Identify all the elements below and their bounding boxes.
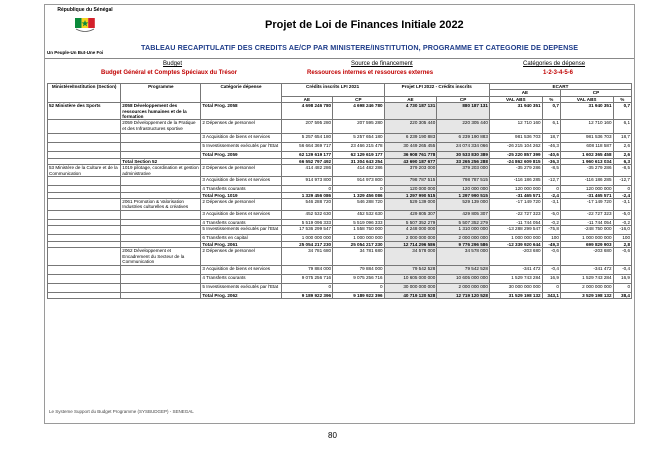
table-row [48,248,632,265]
cell-plfi-cp: 12 719 120 528 [437,292,490,298]
cell-plfi-cp: 6 239 190 883 [437,134,490,143]
cell-lfi-cp: 414 482 286 [333,165,385,177]
cell-cp-valabs: 1 529 743 284 [560,274,613,283]
cell-cp-valabs: -17 149 720 [560,199,613,211]
cell-plfi-cp: 10 605 000 000 [437,274,490,283]
republic-name: République du Sénégal [57,7,113,13]
motto: Un Peuple-Un But-Une Foi [47,50,104,55]
col-plfi-cp: CP [437,96,490,102]
col-lfi-ae: AE [281,96,333,102]
cell-cp-pct: -0,4 [613,265,631,274]
cell-ministere [48,226,121,235]
cell-lfi-ae: 79 884 000 [281,265,333,274]
page-subtitle: TABLEAU RECAPITULATIF DES CREDITS AE/CP PAR MINISTERE/INSTITUTION, PROGRAMME ET CATEGORIE DE DEPENSE [141,43,579,52]
cell-ministere [48,283,121,292]
source-value: Ressources internes et ressources externes [307,70,434,76]
cell-lfi-cp: 31 304 643 254 [333,158,385,164]
cell-ae-valabs: 1 000 000 000 [489,235,542,241]
cell-categorie: 4 Transferts courants [201,220,281,226]
cell-categorie: 3 Acquisition de biens et services [201,134,281,143]
cell-ae-valabs: -25 220 857 399 [489,152,542,158]
cell-plfi-ae: 798 787 515 [384,177,437,186]
cell-ae-pct: 0 [542,283,560,292]
cell-plfi-ae: 4 730 187 131 [384,103,437,120]
table-row [48,165,632,177]
cell-plfi-ae: 379 203 000 [384,165,437,177]
cell-lfi-cp: 207 595 280 [333,120,385,134]
cell-plfi-ae: 12 714 296 586 [384,241,437,247]
cell-ministere [48,265,121,274]
cell-lfi-ae: 914 973 800 [281,177,333,186]
cell-ae-valabs: -12 339 920 644 [489,241,542,247]
cell-lfi-cp: 0 [333,186,385,192]
cell-plfi-cp: 379 203 000 [437,165,490,177]
cell-ministere [48,211,121,220]
cell-plfi-ae: 5 507 352 279 [384,220,437,226]
cell-programme: Total Section 52 [121,158,201,164]
cell-ministere: 52 Ministère des Sports [48,103,121,120]
cell-plfi-ae: 10 605 000 000 [384,274,437,283]
cell-cp-pct: 2,6 [613,152,631,158]
col-programme: Programme [121,84,201,103]
cell-cp-valabs: -203 680 [560,248,613,265]
cell-cp-valabs: 1 960 613 034 [560,158,613,164]
cell-ae-pct: -0,6 [542,248,560,265]
cell-programme: 2061 Promotion & Valorisation Industries culturelles & créatives [121,199,201,211]
cell-lfi-cp: 23 466 215 478 [333,143,385,152]
cell-lfi-ae: 1 329 456 086 [281,192,333,198]
cell-programme [121,265,201,274]
page-number: 80 [328,431,337,440]
cell-ae-pct: -0,2 [542,220,560,226]
cell-ae-pct: -49,3 [542,241,560,247]
table-row [48,292,632,298]
cell-programme: 2058 Développement des ressources humaines et de la formation [121,103,201,120]
budget-label: Budget [163,61,183,67]
cell-cp-valabs: 608 118 587 [560,143,613,152]
cell-lfi-ae: 1 000 000 000 [281,235,333,241]
cell-ae-valabs: -35 279 286 [489,165,542,177]
cell-cp-pct: -2,4 [613,192,631,198]
credits-table [47,83,632,299]
cell-plfi-ae: 30 000 000 000 [384,283,437,292]
cell-categorie: Total Prog. 2061 [201,241,281,247]
col-lfi2021: Crédits inscrits LFI 2021 [281,84,384,97]
cell-categorie: 5 Investissements exécutés par l'Etat [201,226,281,235]
cell-ae-valabs: -341 472 [489,265,542,274]
table-row [48,177,632,186]
cell-lfi-ae: 56 664 369 717 [281,143,333,152]
table-row [48,120,632,134]
cell-cp-valabs: -116 186 285 [560,177,613,186]
footer-text: Le Systeme Support du Budget Programme (SYSBUDGEP) - SENEGAL [49,409,194,414]
col-plfi-ae: AE [384,96,437,102]
cell-lfi-cp: 1 558 750 000 [333,226,385,235]
cell-plfi-cp: 429 805 307 [437,211,490,220]
cell-lfi-ae: 17 536 299 547 [281,226,333,235]
cell-categorie: 2 Dépenses de personnel [201,165,281,177]
cell-ae-valabs: -24 862 609 815 [489,158,542,164]
cell-ministere [48,274,121,283]
cell-lfi-cp: 5 257 654 180 [333,134,385,143]
cell-lfi-cp: 546 288 720 [333,199,385,211]
cell-cp-pct: -16,0 [613,226,631,235]
cell-plfi-cp: 2 000 000 000 [437,283,490,292]
categories-value: 1-2-3-4-5-6 [543,70,574,76]
cell-lfi-ae: 452 532 630 [281,211,333,220]
cell-plfi-ae: 43 690 187 677 [384,158,437,164]
cell-ae-valabs: -26 215 104 262 [489,143,542,152]
cell-cp-pct: -0,2 [613,220,631,226]
cell-lfi-ae: 4 698 246 780 [281,103,333,120]
cell-lfi-ae: 5 257 654 180 [281,134,333,143]
cell-programme [121,177,201,186]
cell-lfi-ae: 5 519 096 333 [281,220,333,226]
cell-categorie: Total Prog. 2058 [201,103,281,120]
table-row [48,199,632,211]
table-row [48,103,632,120]
col-ecart-cp: CP [560,90,631,96]
cell-plfi-cp: 34 578 000 [437,248,490,265]
table-row [48,211,632,220]
cell-cp-pct: 6,3 [613,158,631,164]
cell-ae-valabs: 31 940 351 [489,103,542,120]
cell-plfi-ae: 79 542 528 [384,265,437,274]
cell-ae-valabs: -13 288 299 547 [489,226,542,235]
cell-ae-pct: 6,1 [542,120,560,134]
cell-cp-pct: -0,6 [613,248,631,265]
cell-programme [121,274,201,283]
cell-programme [121,292,201,298]
page-header [45,5,634,59]
cell-categorie: 4 Transferts courants [201,274,281,283]
cell-lfi-ae: 207 595 280 [281,120,333,134]
cell-ae-pct: 100 [542,235,560,241]
cell-cp-pct: 0 [613,283,631,292]
cell-cp-pct: 16,9 [613,274,631,283]
cell-lfi-cp: 452 532 630 [333,211,385,220]
cell-ae-valabs: 120 000 000 [489,186,542,192]
cell-plfi-ae: 120 000 000 [384,186,437,192]
cell-ae-pct: -2,4 [542,192,560,198]
cell-cp-pct: 6,1 [613,120,631,134]
cell-categorie: 5 Investissements exécutés par l'Etat [201,283,281,292]
table-row [48,274,632,283]
cell-ae-pct: 0,7 [542,103,560,120]
cell-plfi-cp: 5 507 352 279 [437,220,490,226]
cell-programme: 2062 Développement et Encadrement du Secteur de la Communication [121,248,201,265]
cell-plfi-ae: 36 908 761 778 [384,152,437,158]
cell-lfi-ae: 62 129 619 177 [281,152,333,158]
cell-lfi-cp: 1 329 456 086 [333,192,385,198]
cell-ae-pct: -75,8 [542,226,560,235]
coat-of-arms-icon [73,16,97,34]
cell-categorie: 3 Acquisition de biens et services [201,177,281,186]
cell-cp-valabs: -341 472 [560,265,613,274]
cell-categorie: Total Prog. 2059 [201,152,281,158]
filter-bands [45,59,634,81]
table-row [48,134,632,143]
col-ae-pct: % [542,96,560,102]
cell-lfi-cp: 1 000 000 000 [333,235,385,241]
cell-lfi-ae: 414 482 286 [281,165,333,177]
cell-categorie: 5 Investissements exécutés par l'Etat [201,143,281,152]
col-cp-pct: % [613,96,631,102]
cell-ministere [48,177,121,186]
cell-categorie: Total Prog. 1019 [201,192,281,198]
cell-plfi-cp: 120 000 000 [437,186,490,192]
cell-cp-pct: 100 [613,235,631,241]
cell-ae-valabs: -17 149 720 [489,199,542,211]
cell-programme [121,143,201,152]
table-row [48,226,632,235]
cell-plfi-cp: 880 187 131 [437,103,490,120]
cell-plfi-ae: 1 297 990 515 [384,192,437,198]
cell-cp-pct: 2,8 [613,241,631,247]
cell-plfi-ae: 34 578 000 [384,248,437,265]
cell-lfi-ae: 546 288 720 [281,199,333,211]
cell-plfi-ae: 6 239 190 883 [384,134,437,143]
cell-cp-valabs: -31 465 571 [560,192,613,198]
budget-value: Budget Général et Comptes Spéciaux du Trésor [101,70,238,76]
cell-ae-pct: 0 [542,186,560,192]
cell-cp-pct: 2,6 [613,143,631,152]
cell-ae-valabs: 981 536 703 [489,134,542,143]
cell-lfi-ae: 9 189 922 396 [281,292,333,298]
cell-ae-pct: 18,7 [542,134,560,143]
cell-categorie: 4 Transferts courants [201,186,281,192]
cell-ae-pct: -46,3 [542,143,560,152]
cell-lfi-ae: 9 075 256 716 [281,274,333,283]
cell-ae-pct: -0,4 [542,265,560,274]
cell-categorie: Total Prog. 2062 [201,292,281,298]
cell-ministere [48,292,121,298]
cell-lfi-ae: 34 781 680 [281,248,333,265]
cell-plfi-cp: 24 074 334 066 [437,143,490,152]
cell-plfi-ae: 529 139 000 [384,199,437,211]
source-label: Source de financement [351,61,413,67]
cell-categorie: 2 Dépenses de personnel [201,199,281,211]
col-ae-valabs: VAL ABS [489,96,542,102]
document-page [44,4,635,424]
col-ecart-ae: AE [489,90,560,96]
cell-plfi-cp: 1 310 000 000 [437,226,490,235]
cell-ae-valabs: 30 000 000 000 [489,283,542,292]
cell-programme [121,211,201,220]
cell-lfi-cp: 25 054 217 230 [333,241,385,247]
cell-cp-pct: -12,7 [613,177,631,186]
cell-categorie: 3 Acquisition de biens et services [201,265,281,274]
cell-ae-valabs: -116 186 285 [489,177,542,186]
cell-lfi-cp: 9 189 922 396 [333,292,385,298]
cell-ae-valabs: -203 680 [489,248,542,265]
cell-lfi-cp: 5 519 096 333 [333,220,385,226]
col-ecart: ECART [489,84,631,90]
cell-lfi-cp: 62 129 619 177 [333,152,385,158]
cell-categorie: 2 Dépenses de personnel [201,248,281,265]
cell-ae-pct: -36,3 [542,158,560,164]
cell-ae-valabs: 31 529 198 132 [489,292,542,298]
cell-plfi-ae: 2 000 000 000 [384,235,437,241]
cell-lfi-ae: 0 [281,283,333,292]
cell-lfi-cp: 914 973 800 [333,177,385,186]
cell-cp-valabs: -11 744 054 [560,220,613,226]
cell-ministere: 53 Ministère de la Culture et de la Communication [48,165,121,177]
cell-programme [121,283,201,292]
cell-lfi-cp: 79 884 000 [333,265,385,274]
cell-categorie: 3 Acquisition de biens et services [201,211,281,220]
republic-block [47,7,123,34]
cell-plfi-cp: 30 533 830 389 [437,152,490,158]
cell-cp-pct: 0,7 [613,103,631,120]
cell-ae-valabs: 1 529 743 284 [489,274,542,283]
cell-cp-valabs: 2 000 000 000 [560,283,613,292]
cell-programme [121,226,201,235]
cell-cp-pct: 18,7 [613,134,631,143]
table-row [48,143,632,152]
cell-ae-pct: 343,1 [542,292,560,298]
cell-plfi-ae: 4 248 000 000 [384,226,437,235]
cell-lfi-cp: 0 [333,283,385,292]
cell-ae-valabs: -11 744 054 [489,220,542,226]
col-lfi-cp: CP [333,96,385,102]
cell-ministere [48,134,121,143]
cell-plfi-cp: 79 542 528 [437,265,490,274]
cell-cp-valabs: 699 829 903 [560,241,613,247]
cell-cp-pct: 38,4 [613,292,631,298]
cell-categorie: 6 Transferts en capital [201,235,281,241]
cell-ministere [48,248,121,265]
categories-label: Catégories de dépense [523,61,586,67]
cell-ae-valabs: -31 465 571 [489,192,542,198]
cell-cp-pct: -8,5 [613,165,631,177]
cell-cp-valabs: -35 279 286 [560,165,613,177]
cell-cp-valabs: 1 602 365 458 [560,152,613,158]
cell-cp-valabs: 981 536 703 [560,134,613,143]
cell-plfi-cp: 220 305 440 [437,120,490,134]
table-row [48,283,632,292]
cell-plfi-cp: 1 297 990 515 [437,192,490,198]
cell-ae-pct: -12,7 [542,177,560,186]
cell-plfi-cp: 9 776 296 586 [437,241,490,247]
cell-lfi-cp: 34 781 680 [333,248,385,265]
cell-plfi-cp: 2 000 000 000 [437,235,490,241]
cell-plfi-ae: 220 305 440 [384,120,437,134]
col-categorie: Catégorie dépense [201,84,281,103]
cell-lfi-cp: 4 698 246 780 [333,103,385,120]
cell-ae-pct: -8,5 [542,165,560,177]
cell-ae-valabs: 12 710 160 [489,120,542,134]
cell-cp-valabs: -248 750 000 [560,226,613,235]
cell-programme [121,134,201,143]
cell-plfi-cp: 798 787 515 [437,177,490,186]
cell-cp-valabs: 3 529 198 132 [560,292,613,298]
cell-plfi-ae: 30 449 265 455 [384,143,437,152]
cell-lfi-ae: 66 552 797 492 [281,158,333,164]
cell-ae-pct: 16,9 [542,274,560,283]
col-ministere: Ministère/Institution (Section) [48,84,121,103]
cell-cp-valabs: -22 727 323 [560,211,613,220]
cell-plfi-cp: 529 139 000 [437,199,490,211]
cell-programme: 2059 Développement de la Pratique et des Infrastructures sportive [121,120,201,134]
cell-ae-pct: -3,1 [542,199,560,211]
cell-plfi-cp: 33 265 256 288 [437,158,490,164]
col-cp-valabs: VAL ABS [560,96,613,102]
table-row [48,265,632,274]
cell-ministere [48,199,121,211]
page-title: Projet de Loi de Finances Initiale 2022 [265,19,464,31]
cell-plfi-ae: 40 719 120 528 [384,292,437,298]
cell-cp-valabs: 1 000 000 000 [560,235,613,241]
col-plfi2022: Projet LFI 2022 - Crédits inscrits [384,84,489,97]
cell-ministere [48,120,121,134]
cell-plfi-ae: 429 805 307 [384,211,437,220]
cell-cp-valabs: 31 940 351 [560,103,613,120]
cell-ae-pct: -40,6 [542,152,560,158]
cell-lfi-ae: 25 054 217 230 [281,241,333,247]
cell-cp-pct: 0 [613,186,631,192]
cell-lfi-cp: 9 075 256 716 [333,274,385,283]
cell-cp-valabs: 120 000 000 [560,186,613,192]
cell-cp-pct: -5,0 [613,211,631,220]
cell-programme: 1019 pilotage, coordination et gestion administrative [121,165,201,177]
cell-cp-pct: -3,1 [613,199,631,211]
cell-ae-valabs: -22 727 323 [489,211,542,220]
cell-cp-valabs: 12 710 160 [560,120,613,134]
cell-ministere [48,143,121,152]
cell-lfi-ae: 0 [281,186,333,192]
cell-ae-pct: -5,0 [542,211,560,220]
cell-categorie: 2 Dépenses de personnel [201,120,281,134]
